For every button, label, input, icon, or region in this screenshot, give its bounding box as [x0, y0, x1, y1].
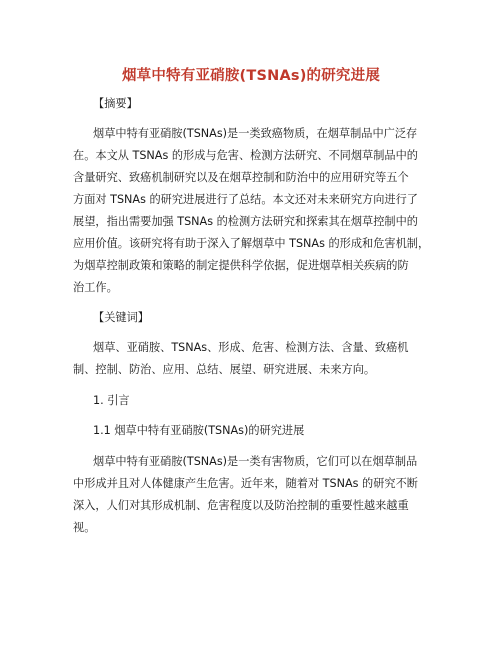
document-title: 烟草中特有亚硝胺(TSNAs)的研究进展: [121, 68, 381, 84]
body-line: 中形成并且对人体健康产生危害。近年来，随着对 TSNAs 的研究不断: [73, 477, 418, 490]
keywords-line: 烟草、亚硝胺、TSNAs、形成、危害、检测方法、含量、致癌机: [93, 341, 409, 354]
keywords-line: 制、控制、防治、应用、总结、展望、研究进展、未来方向。: [73, 363, 376, 376]
abstract-line: 方面对 TSNAs 的研究进展进行了总结。本文还对未来研究方向进行了: [73, 193, 418, 206]
body-line: 烟草中特有亚硝胺(TSNAs)是一类有害物质，它们可以在烟草制品: [93, 455, 418, 468]
abstract-line: 治工作。: [73, 281, 118, 294]
abstract-line: 在。本文从 TSNAs 的形成与危害、检测方法研究、不同烟草制品中的: [73, 149, 418, 162]
abstract-line: 为烟草控制政策和策略的制定提供科学依据，促进烟草相关疾病的防: [73, 259, 409, 272]
abstract-line: 展望，指出需要加强 TSNAs 的检测方法研究和探索其在烟草控制中的: [73, 215, 418, 228]
abstract-line: 应用价值。该研究将有助于深入了解烟草中 TSNAs 的形成和危害机制，: [73, 237, 430, 250]
subsection-heading: 1.1 烟草中特有亚硝胺(TSNAs)的研究进展: [93, 424, 305, 437]
abstract-line: 含量研究、致癌机制研究以及在烟草控制和防治中的应用研究等五个: [73, 171, 409, 184]
abstract-heading: 【摘要】: [93, 97, 138, 110]
abstract-line: 烟草中特有亚硝胺(TSNAs)是一类致癌物质，在烟草制品中广泛存: [93, 127, 418, 140]
body-line: 深入，人们对其形成机制、危害程度以及防治控制的重要性越来越重: [73, 499, 409, 512]
body-line: 视。: [73, 521, 96, 534]
section-heading: 1. 引言: [93, 394, 130, 407]
keywords-heading: 【关键词】: [93, 311, 149, 324]
